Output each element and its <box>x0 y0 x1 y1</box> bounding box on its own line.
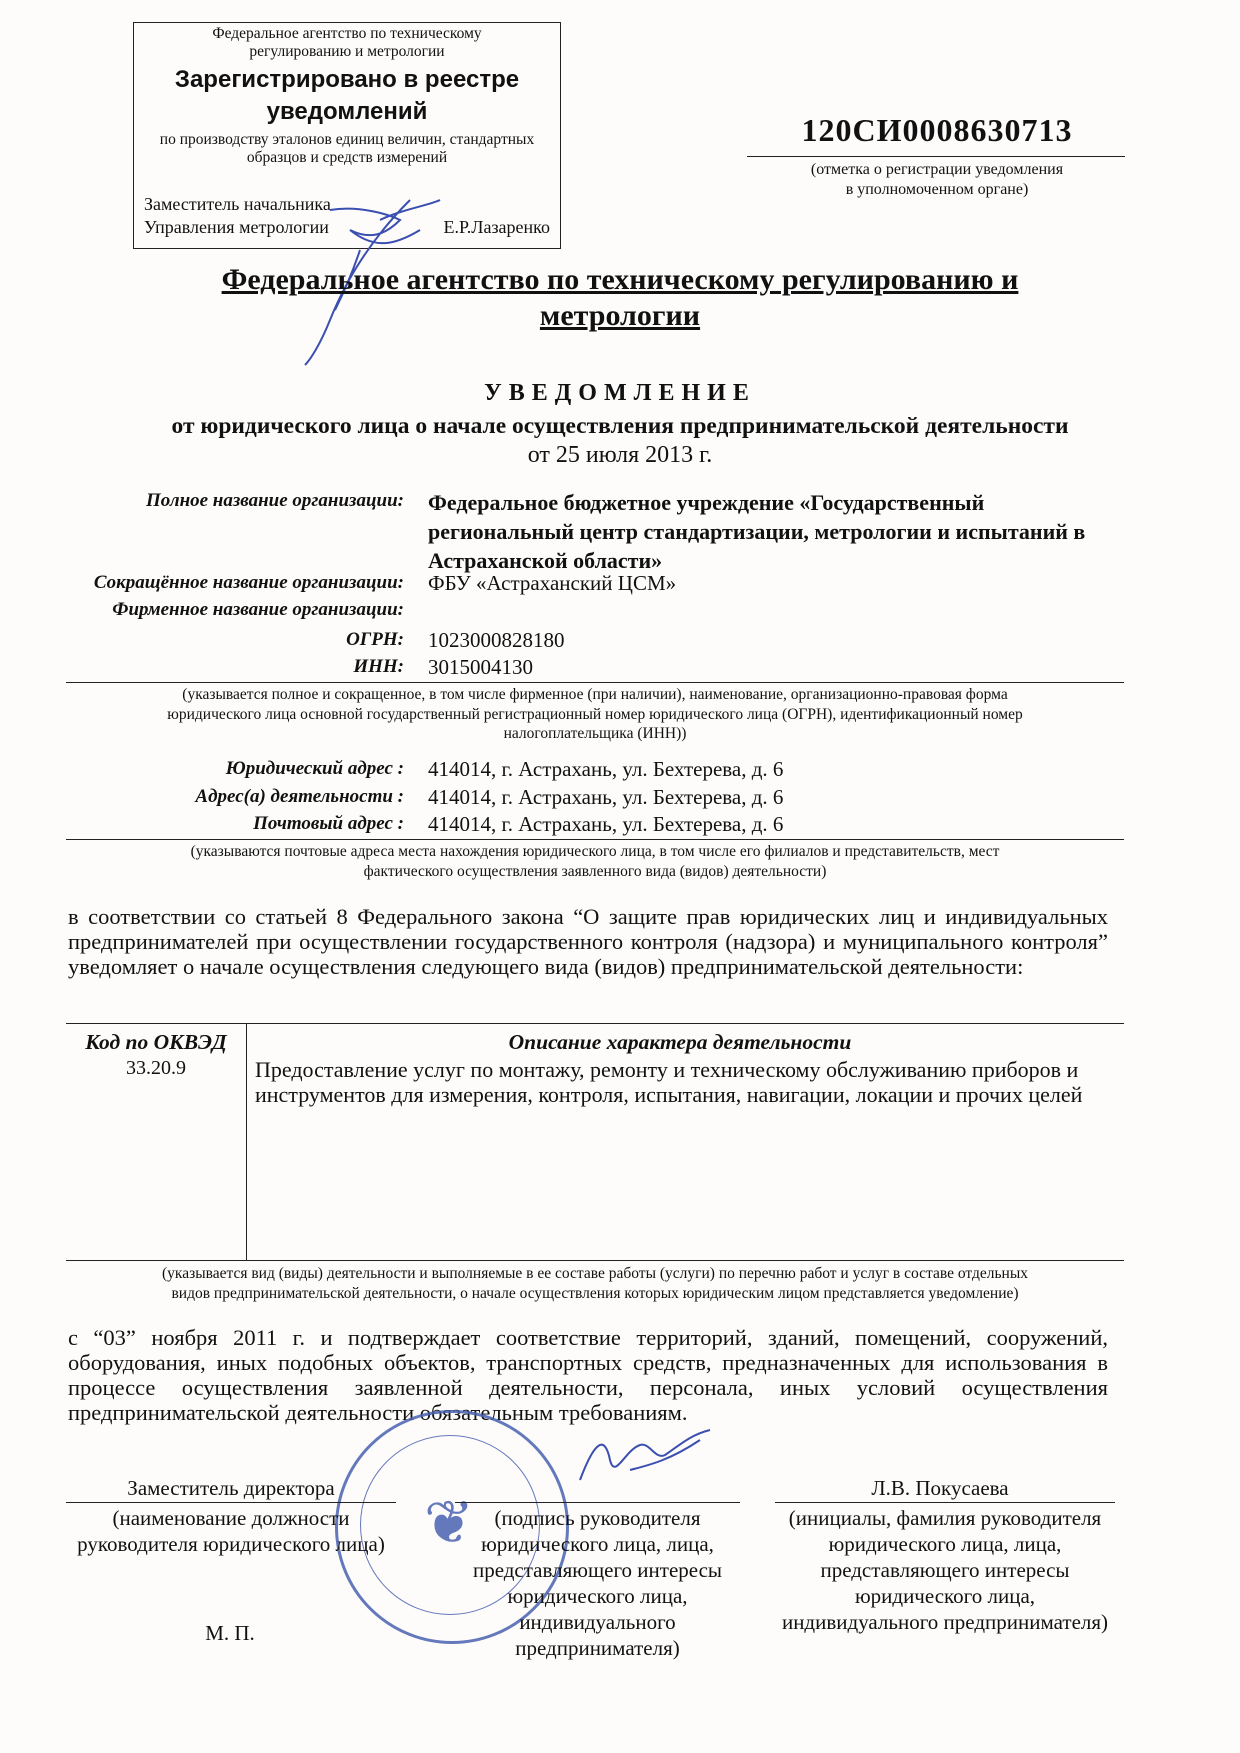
postal-address-label: Почтовый адрес : <box>253 813 404 834</box>
registration-note-line-2: в уполномоченном органе) <box>845 181 1029 198</box>
name-line <box>775 1502 1115 1503</box>
signatory-position: Заместитель директора <box>127 1476 335 1500</box>
stamp-title-1: Зарегистрировано в реестре <box>174 66 520 93</box>
agency-title <box>120 262 1120 334</box>
registration-note <box>757 160 1117 200</box>
eagle-emblem-icon: ❦ <box>423 1490 475 1556</box>
stamp-name: Е.Р.Лазаренко <box>443 217 550 237</box>
org-divider <box>66 682 1124 683</box>
activity-table-divider <box>246 1023 247 1260</box>
okved-code: 33.20.9 <box>126 1057 186 1079</box>
stamp-line-3: по производству эталонов единиц величин, стандартных <box>159 131 535 148</box>
law-paragraph: в соответствии со статьей 8 Федерального закона “О защите прав юридических лиц и индивидуальных предпринимателей при осуществлении государственного контроля (надзора) и муниципального контроля” уведомляет о начале осуществления следующего вида (видов) предпринимательской деятельности: <box>68 904 1108 979</box>
inn-label: ИНН: <box>353 656 404 677</box>
activity-note-line-1: (указывается вид (виды) деятельности и выполняемые в ее составе работы (услуги) по перечню работ и услуг в составе отдельных <box>161 1265 1028 1282</box>
activity-table-top <box>66 1023 1124 1024</box>
short-name-label: Сокращённое название организации: <box>93 572 404 593</box>
document-title: УВЕДОМЛЕНИЕ <box>484 380 756 406</box>
name-note: (инициалы, фамилия руководителя юридического лица, лица, представляющего интересы юридического лица, индивидуального предпринимателя) <box>781 1506 1109 1634</box>
stamp-title-2: уведомлений <box>266 98 428 125</box>
signature-line <box>455 1502 740 1503</box>
stamp-position-1: Заместитель начальника <box>144 194 331 214</box>
okved-code-header: Код по ОКВЭД <box>85 1030 227 1054</box>
stamp-position-2: Управления метрологии <box>144 217 329 237</box>
agency-title-line-2: метрологии <box>539 299 701 332</box>
address-note <box>66 842 1124 881</box>
legal-address-value: 414014, г. Астрахань, ул. Бехтерева, д. 6 <box>428 757 784 781</box>
activity-table-bottom <box>66 1260 1124 1261</box>
handwritten-signature-bottom <box>570 1420 730 1500</box>
stamp-line-1: Федеральное агентство по техническому <box>212 25 482 42</box>
activity-description: Предоставление услуг по монтажу, ремонту и техническому обслуживанию приборов и инструментов для измерения, контроля, испытания, навигации, локации и прочих целей <box>255 1057 1083 1107</box>
address-note-line-2: фактического осуществления заявленного вида (видов) деятельности) <box>363 862 827 880</box>
full-name-label: Полное название организации: <box>146 490 404 511</box>
ogrn-label: ОГРН: <box>346 629 404 650</box>
org-note-line-1: (указывается полное и сокращенное, в том числе фирменное (при наличии), наименование, организационно-правовая форма <box>182 686 1008 703</box>
brand-name-label: Фирменное название организации: <box>112 599 404 620</box>
activity-address-label: Адрес(а) деятельности : <box>195 786 404 807</box>
position-note: (наименование должности руководителя юридического лица) <box>77 1506 385 1556</box>
stamp-line-2: регулированию и метрологии <box>249 43 445 60</box>
document-date: от 25 июля 2013 г. <box>527 442 713 468</box>
org-note-line-2: юридического лица основной государственный регистрационный номер юридического лица (ОГРН), идентификационный номер <box>167 705 1023 723</box>
registration-number: 120СИ0008630713 <box>801 112 1073 148</box>
postal-address-value: 414014, г. Астрахань, ул. Бехтерева, д. 6 <box>428 812 784 836</box>
registration-note-line-1: (отметка о регистрации уведомления <box>810 161 1064 178</box>
activity-description-header: Описание характера деятельности <box>508 1030 852 1054</box>
activity-note <box>60 1264 1130 1303</box>
stamp-place-mark: М. П. <box>205 1621 255 1645</box>
org-note <box>66 685 1124 744</box>
address-divider <box>66 839 1124 840</box>
activity-address-value: 414014, г. Астрахань, ул. Бехтерева, д. 6 <box>428 785 784 809</box>
activity-note-line-2: видов предпринимательской деятельности, о начале осуществления которых юридическим лицом представляется уведомление) <box>171 1284 1019 1302</box>
document-subtitle: от юридического лица о начале осуществления предпринимательской деятельности <box>171 413 1069 439</box>
signature-note: (подпись руководителя юридического лица, лица, представляющего интересы юридического лица, индивидуального предпринимателя) <box>472 1506 723 1660</box>
short-name-value: ФБУ «Астраханский ЦСМ» <box>428 571 677 595</box>
full-name-value: Федеральное бюджетное учреждение «Государственный региональный центр стандартизации, метрологии и испытаний в Астраханской области» <box>428 490 1086 573</box>
inn-value: 3015004130 <box>428 655 533 679</box>
ogrn-value: 1023000828180 <box>428 628 565 652</box>
legal-address-label: Юридический адрес : <box>225 758 404 779</box>
registration-number-underline <box>747 156 1125 157</box>
compliance-paragraph: с “03” ноября 2011 г. и подтверждает соответствие территорий, зданий, помещений, сооружений, оборудования, иных подобных объектов, транспортных средств, предназначенных для использования в процессе осуществления заявленной деятельности, персонала, иных условий осуществления предпринимательской деятельности обязательным требованиям. <box>68 1325 1108 1425</box>
position-line <box>66 1502 396 1503</box>
stamp-line-4: образцов и средств измерений <box>246 149 448 166</box>
address-note-line-1: (указываются почтовые адреса места нахождения юридического лица, в том числе его филиалов и представительств, мест <box>190 843 1000 860</box>
agency-title-line-1: Федеральное агентство по техническому регулированию и <box>221 263 1019 296</box>
signatory-name: Л.В. Покусаева <box>871 1476 1009 1500</box>
org-note-line-3: налогоплательщика (ИНН)) <box>503 725 687 742</box>
